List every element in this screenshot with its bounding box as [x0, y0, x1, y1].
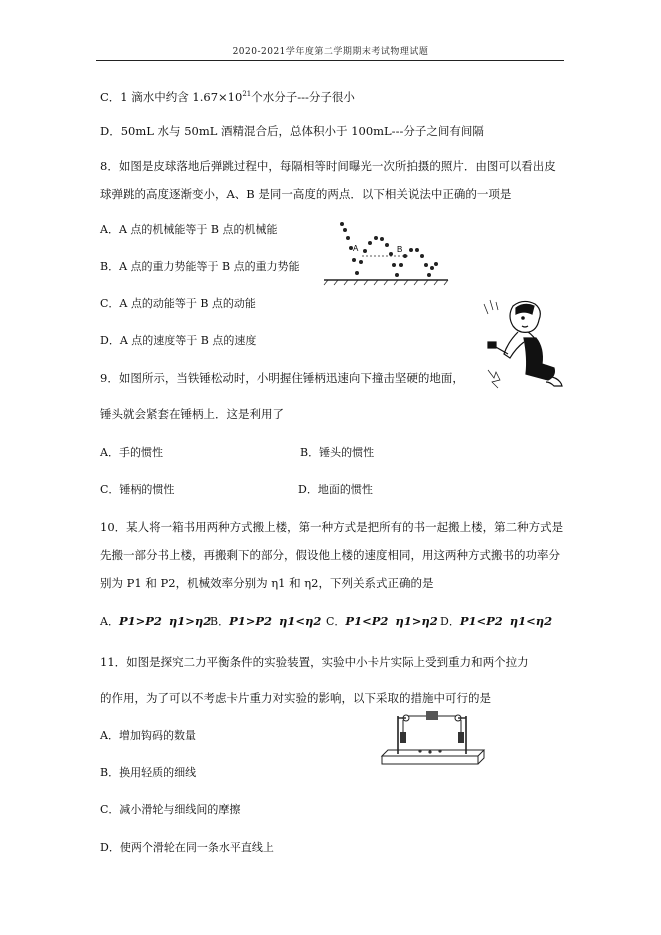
q8-option-c: C．A 点的动能等于 B 点的动能	[100, 297, 256, 310]
q10-option-b-power: P1>P2	[229, 614, 273, 628]
q7-option-c-text: C．1 滴水中约含 1.67×10	[100, 90, 243, 104]
page-header-title: 2020-2021学年度第二学期期末考试物理试题	[232, 47, 429, 57]
q9-option-d: D．地面的惯性	[298, 483, 373, 496]
two-force-balance-figure	[380, 710, 486, 770]
q9-stem-line-1: 9．如图所示，当铁锤松动时，小明握住锤柄迅速向下撞击坚硬的地面，	[100, 371, 464, 385]
q10-option-c	[326, 613, 438, 630]
q10-option-c-letter: C．	[326, 615, 346, 628]
q10-option-a-letter: A．	[100, 615, 119, 628]
q11-option-a: A．增加钩码的数量	[100, 729, 196, 742]
figure-label-b: B	[397, 245, 403, 254]
q10-option-d	[440, 613, 552, 630]
q7-option-c-tail: 个水分子---分子很小	[251, 90, 355, 104]
q10-option-d-letter: D．	[440, 615, 460, 628]
q10-option-b	[210, 613, 321, 630]
q8-option-b: B．A 点的重力势能等于 B 点的重力势能	[100, 260, 300, 273]
q8-option-d: D．A 点的速度等于 B 点的速度	[100, 334, 257, 347]
q9-stem-line-2: 锤头就会紧套在锤柄上．这是利用了	[100, 407, 284, 421]
q8-stem-line-2: 球弹跳的高度逐渐变小，A、B 是同一高度的两点．以下相关说法中正确的一项是	[100, 187, 512, 201]
q11-stem-line-2: 的作用，为了可以不考虑卡片重力对实验的影响，以下采取的措施中可行的是	[100, 691, 491, 705]
q10-option-d-efficiency: η1<η2	[509, 614, 553, 628]
header-rule	[96, 60, 564, 61]
q10-stem-line-2: 先搬一部分书上楼，再搬剩下的部分，假设他上楼的速度相同，用这两种方式搬书的功率分	[100, 548, 560, 562]
q9-option-b: B．锤头的惯性	[300, 446, 375, 459]
q7-option-c	[100, 86, 355, 105]
bouncing-ball-figure	[322, 218, 450, 286]
figure-label-a: A	[353, 244, 359, 253]
q10-option-b-efficiency: η1<η2	[279, 614, 322, 628]
q10-option-c-efficiency: η1>η2	[395, 614, 438, 628]
q10-option-b-letter: B．	[210, 615, 230, 628]
q8-option-a: A．A 点的机械能等于 B 点的机械能	[100, 223, 278, 236]
q7-option-d: D．50mL 水与 50mL 酒精混合后，总体积小于 100mL---分子之间有间隔	[100, 124, 484, 138]
q10-option-a-efficiency: η1>η2	[168, 614, 212, 628]
hammer-boy-figure	[478, 298, 568, 398]
q10-option-a	[100, 613, 211, 630]
q9-option-c: C．锤柄的惯性	[100, 483, 175, 496]
q10-option-d-power: P1<P2	[459, 614, 503, 628]
q10-stem-line-1: 10．某人将一箱书用两种方式搬上楼，第一种方式是把所有的书一起搬上楼，第二种方式是	[100, 520, 564, 534]
q11-option-c: C．减小滑轮与细线间的摩擦	[100, 803, 241, 816]
q10-option-a-power: P1>P2	[118, 614, 162, 628]
q10-option-c-power: P1<P2	[345, 614, 389, 628]
q11-stem-line-1: 11．如图是探究二力平衡条件的实验装置，实验中小卡片实际上受到重力和两个拉力	[100, 655, 529, 669]
q9-option-a: A．手的惯性	[100, 446, 163, 459]
q8-stem-line-1: 8．如图是皮球落地后弹跳过程中，每隔相等时间曝光一次所拍摄的照片．由图可以看出皮	[100, 159, 556, 173]
q11-option-d: D．使两个滑轮在同一条水平直线上	[100, 841, 274, 854]
q10-stem-line-3: 别为 P1 和 P2，机械效率分别为 η1 和 η2，下列关系式正确的是	[100, 576, 434, 590]
q11-option-b: B．换用轻质的细线	[100, 766, 197, 779]
q7-option-c-exponent: 21	[242, 90, 252, 98]
